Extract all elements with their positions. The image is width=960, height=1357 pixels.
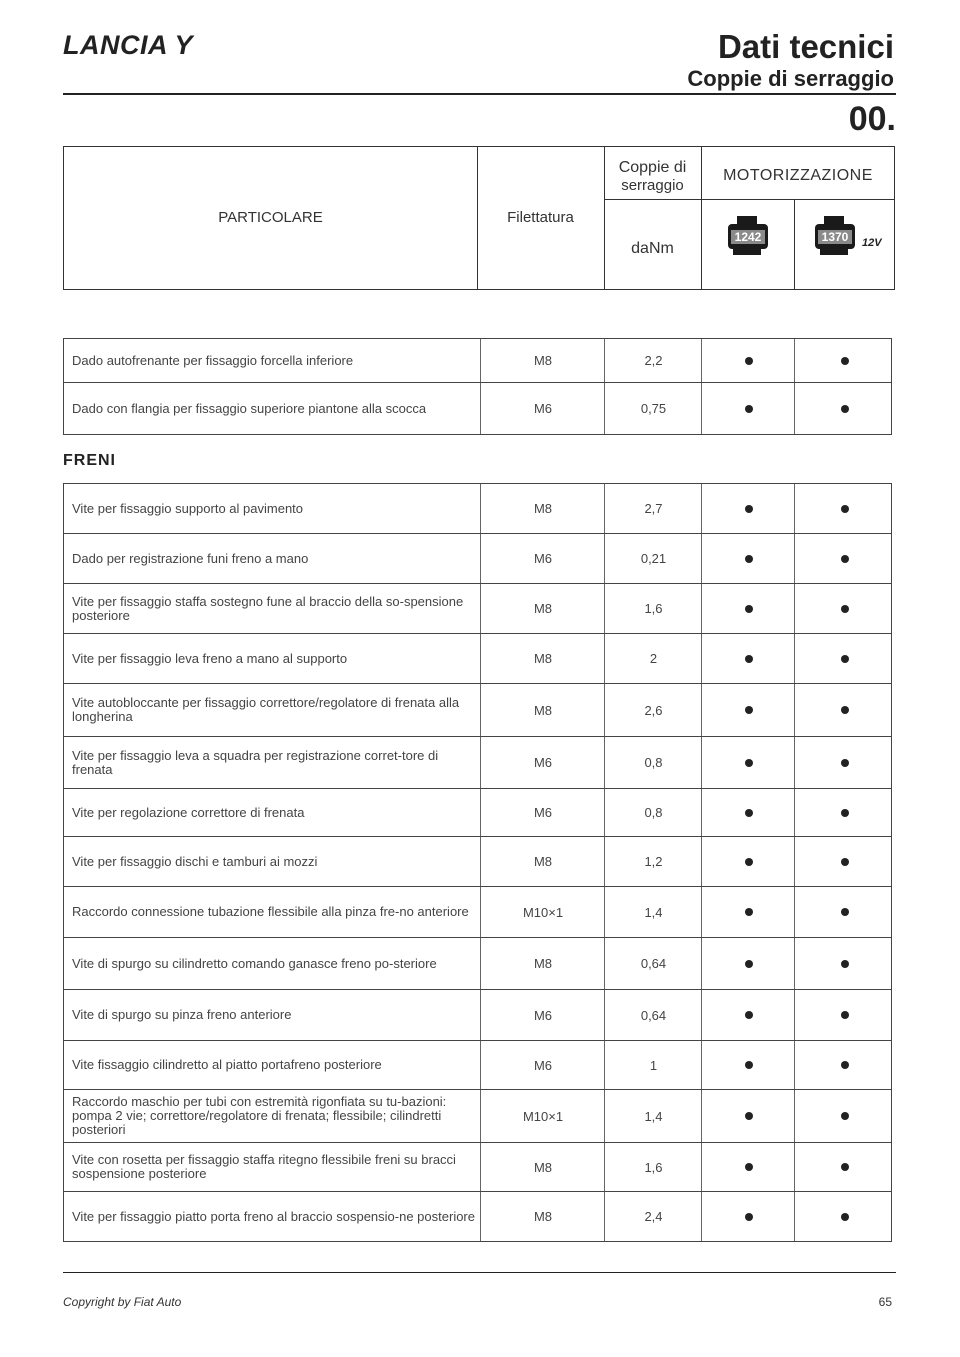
- applicable-dot-icon: [841, 1061, 849, 1069]
- table-row: [63, 633, 892, 684]
- row-torque: 1,4: [604, 1090, 702, 1142]
- row-description: Vite di spurgo su cilindretto comando ganasce freno po-steriore: [72, 955, 437, 971]
- applicable-dot-icon: [841, 759, 849, 767]
- row-thread: M8: [480, 938, 605, 989]
- applicable-dot-icon: [745, 706, 753, 714]
- applicable-dot-icon: [841, 605, 849, 613]
- row-thread: M8: [480, 684, 605, 736]
- engine-2-marker: [794, 938, 894, 989]
- applicable-dot-icon: [841, 405, 849, 413]
- applicable-dot-icon: [745, 605, 753, 613]
- applicable-dot-icon: [745, 505, 753, 513]
- engine-2-marker: [794, 990, 894, 1040]
- engine-2-label: 1370: [818, 230, 852, 244]
- row-description: Vite di spurgo su pinza freno anteriore: [72, 1007, 292, 1022]
- row-torque: 2,2: [604, 339, 702, 382]
- row-description: Vite per fissaggio dischi e tamburi ai mozzi: [72, 853, 318, 869]
- engine-2-marker: [794, 837, 894, 886]
- row-thread: M6: [480, 1041, 605, 1089]
- row-description: Dado con flangia per fissaggio superiore piantone alla scocca: [72, 400, 427, 416]
- applicable-dot-icon: [745, 1112, 753, 1120]
- row-thread: M10×1: [480, 1090, 605, 1142]
- engine-1-marker: [701, 789, 795, 836]
- row-torque: 2,7: [604, 484, 702, 533]
- applicable-dot-icon: [745, 1213, 753, 1221]
- applicable-dot-icon: [745, 759, 753, 767]
- applicable-dot-icon: [841, 908, 849, 916]
- row-description: Vite autobloccante per fissaggio correttore/regolatore di frenata alla longherina: [72, 695, 460, 724]
- row-thread: M6: [480, 990, 605, 1040]
- row-thread: M8: [480, 1192, 605, 1241]
- applicable-dot-icon: [745, 1163, 753, 1171]
- engine-2-marker: [794, 534, 894, 583]
- header-rule: [63, 93, 896, 95]
- table-row: [63, 788, 892, 837]
- engine-2-marker: [794, 634, 894, 683]
- row-description: Dado per registrazione funi freno a mano: [72, 550, 309, 566]
- row-torque: 0,64: [604, 938, 702, 989]
- applicable-dot-icon: [841, 858, 849, 866]
- table-row: [63, 1142, 892, 1192]
- page-title: Dati tecnici: [717, 28, 894, 65]
- row-thread: M8: [480, 837, 605, 886]
- engine-1-marker: [701, 339, 795, 382]
- row-description: Dado autofrenante per fissaggio forcella inferiore: [72, 352, 354, 368]
- brand-title: LANCIA Y: [63, 30, 194, 60]
- applicable-dot-icon: [745, 655, 753, 663]
- page-number: 65: [878, 1295, 892, 1309]
- row-description: Vite fissaggio cilindretto al piatto portafreno posteriore: [72, 1057, 382, 1072]
- applicable-dot-icon: [745, 960, 753, 968]
- page-subtitle: Coppie di serraggio: [687, 66, 894, 91]
- row-torque: 0,75: [604, 383, 702, 434]
- row-description: Vite per fissaggio leva freno a mano al supporto: [72, 650, 348, 666]
- applicable-dot-icon: [745, 1061, 753, 1069]
- applicable-dot-icon: [841, 809, 849, 817]
- row-description: Vite per fissaggio piatto porta freno al braccio sospensio-ne posteriore: [72, 1208, 475, 1224]
- table-row: [63, 583, 892, 634]
- col-header-part: PARTICOLARE: [218, 209, 323, 226]
- applicable-dot-icon: [745, 858, 753, 866]
- col-header-torque-line2: serraggio: [621, 177, 684, 194]
- col-header-thread: Filettatura: [507, 209, 574, 226]
- row-thread: M8: [480, 1143, 605, 1191]
- row-torque: 1,6: [604, 1143, 702, 1191]
- engine-1-marker: [701, 484, 795, 533]
- row-description: Raccordo connessione tubazione flessibile alla pinza fre-no anteriore: [72, 904, 469, 919]
- applicable-dot-icon: [745, 357, 753, 365]
- engine-icon: [810, 215, 860, 255]
- engine-1-marker: [701, 938, 795, 989]
- engine-2-marker: [794, 584, 894, 633]
- table-row: [63, 683, 892, 737]
- engine-2-marker: [794, 789, 894, 836]
- table-row: [63, 736, 892, 789]
- applicable-dot-icon: [841, 1163, 849, 1171]
- row-torque: 0,8: [604, 737, 702, 788]
- applicable-dot-icon: [841, 960, 849, 968]
- engine-2-marker: [794, 1143, 894, 1191]
- engine-2-suffix: 12V: [862, 237, 882, 249]
- engine-1-marker: [701, 684, 795, 736]
- row-thread: M6: [480, 737, 605, 788]
- table-row: [63, 1191, 892, 1242]
- row-torque: 2: [604, 634, 702, 683]
- table-header: [63, 146, 895, 290]
- row-torque: 1,4: [604, 887, 702, 937]
- row-torque: 2,4: [604, 1192, 702, 1241]
- engine-2-marker: [794, 737, 894, 788]
- engine-icon: [723, 215, 773, 255]
- table-row: [63, 1089, 892, 1143]
- applicable-dot-icon: [841, 555, 849, 563]
- engine-1-marker: [701, 584, 795, 633]
- row-description: Vite per fissaggio leva a squadra per registrazione corret-tore di frenata: [72, 747, 439, 777]
- row-thread: M6: [480, 383, 605, 434]
- row-torque: 1,6: [604, 584, 702, 633]
- applicable-dot-icon: [841, 706, 849, 714]
- footer-copyright: Copyright by Fiat Auto: [63, 1295, 182, 1309]
- row-torque: 2,6: [604, 684, 702, 736]
- row-description: Raccordo maschio per tubi con estremità rigonfiata su tu-bazioni: pompa 2 vie; correttore/regolatore di frenata; flessibile; cilindretti posteriori: [72, 1094, 447, 1137]
- applicable-dot-icon: [745, 809, 753, 817]
- row-description: Vite per fissaggio staffa sostegno fune al braccio della so-spensione posteriore: [72, 593, 464, 623]
- table-row: [63, 836, 892, 887]
- engine-2-marker: [794, 1090, 894, 1142]
- applicable-dot-icon: [841, 1112, 849, 1120]
- engine-1-marker: [701, 990, 795, 1040]
- engine-1-marker: [701, 837, 795, 886]
- table-row: [63, 1040, 892, 1090]
- applicable-dot-icon: [841, 655, 849, 663]
- table-row: [63, 483, 892, 534]
- engine-1-marker: [701, 634, 795, 683]
- engine-2-marker: [794, 484, 894, 533]
- engine-2-marker: [794, 684, 894, 736]
- row-thread: M6: [480, 789, 605, 836]
- row-torque: 0,21: [604, 534, 702, 583]
- section-number: 00.: [848, 100, 896, 138]
- col-header-engines: MOTORIZZAZIONE: [723, 167, 873, 184]
- row-thread: M8: [480, 484, 605, 533]
- engine-1-label: 1242: [731, 230, 765, 244]
- footer-rule: [63, 1272, 896, 1273]
- applicable-dot-icon: [841, 1011, 849, 1019]
- applicable-dot-icon: [745, 405, 753, 413]
- row-description: Vite per regolazione correttore di frenata: [72, 804, 305, 820]
- table-row: [63, 937, 892, 990]
- row-torque: 0,64: [604, 990, 702, 1040]
- engine-1-marker: [701, 534, 795, 583]
- col-header-torque-line1: Coppie di: [618, 159, 687, 176]
- engine-1-marker: [701, 1090, 795, 1142]
- engine-1-marker: [701, 887, 795, 937]
- applicable-dot-icon: [841, 357, 849, 365]
- applicable-dot-icon: [745, 555, 753, 563]
- table-row: [63, 382, 892, 435]
- engine-2-marker: [794, 339, 894, 382]
- row-thread: M8: [480, 339, 605, 382]
- row-thread: M6: [480, 534, 605, 583]
- applicable-dot-icon: [745, 1011, 753, 1019]
- row-thread: M10×1: [480, 887, 605, 937]
- table-row: [63, 338, 892, 383]
- applicable-dot-icon: [745, 908, 753, 916]
- section-title-brakes: FRENI: [63, 452, 116, 469]
- engine-2-marker: [794, 1041, 894, 1089]
- row-torque: 1,2: [604, 837, 702, 886]
- row-torque: 1: [604, 1041, 702, 1089]
- engine-2-marker: [794, 887, 894, 937]
- engine-1-marker: [701, 383, 795, 434]
- engine-2-marker: [794, 383, 894, 434]
- table-row: [63, 533, 892, 584]
- engine-1-marker: [701, 737, 795, 788]
- applicable-dot-icon: [841, 505, 849, 513]
- row-torque: 0,8: [604, 789, 702, 836]
- col-header-torque-unit: daNm: [631, 240, 674, 257]
- engine-1-marker: [701, 1041, 795, 1089]
- row-thread: M8: [480, 584, 605, 633]
- engine-1-marker: [701, 1192, 795, 1241]
- row-description: Vite con rosetta per fissaggio staffa ritegno flessibile freni su bracci sospensione posteriore: [72, 1152, 456, 1181]
- engine-1-marker: [701, 1143, 795, 1191]
- applicable-dot-icon: [841, 1213, 849, 1221]
- engine-2-marker: [794, 1192, 894, 1241]
- table-row: [63, 989, 892, 1041]
- row-thread: M8: [480, 634, 605, 683]
- table-row: [63, 886, 892, 938]
- row-description: Vite per fissaggio supporto al pavimento: [72, 500, 304, 516]
